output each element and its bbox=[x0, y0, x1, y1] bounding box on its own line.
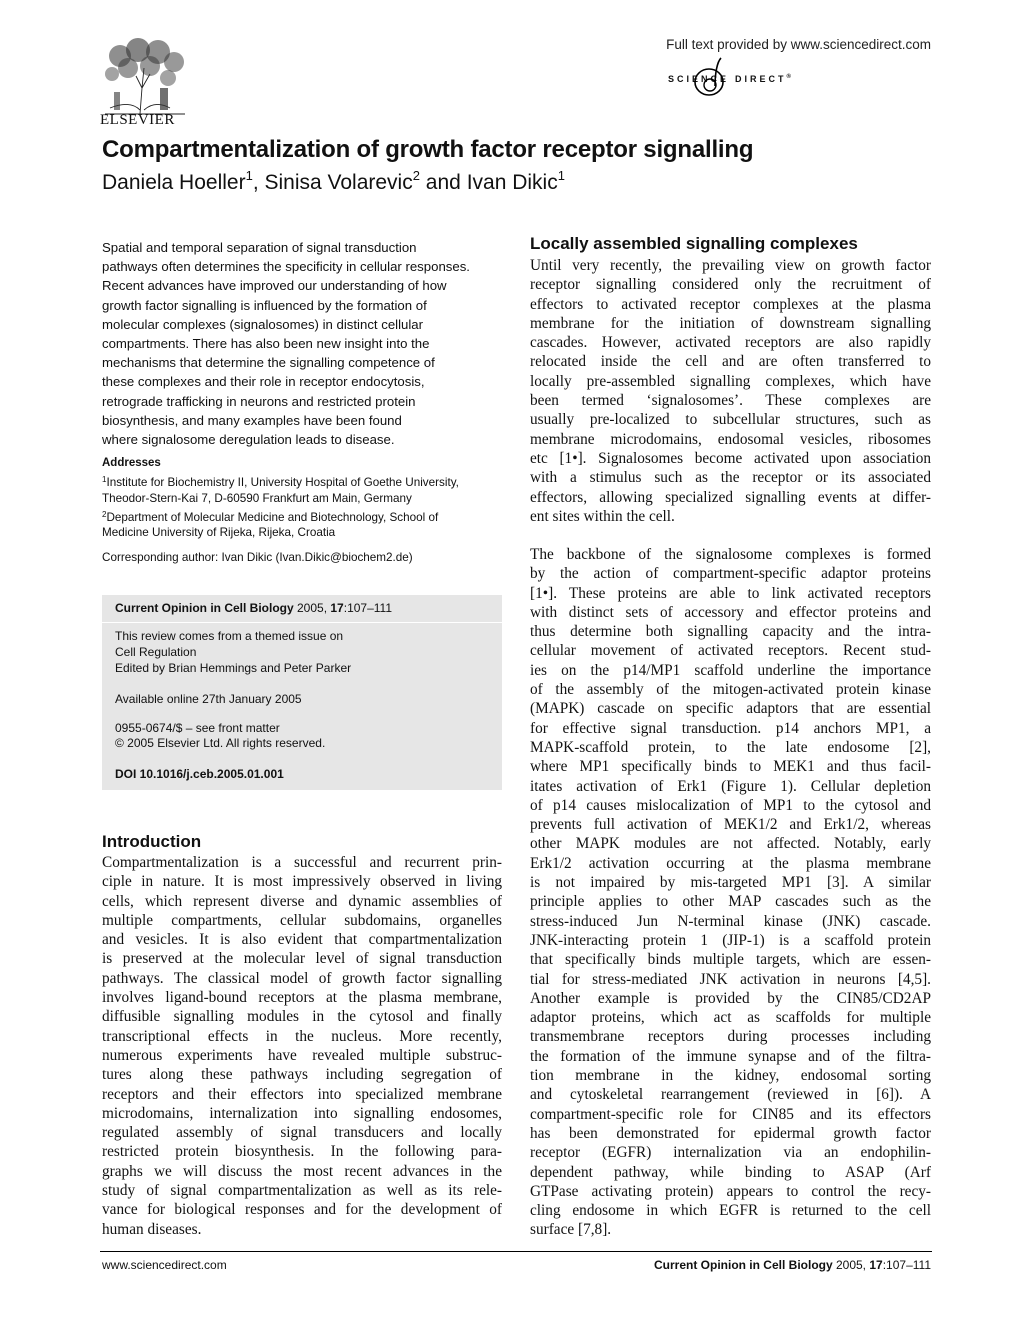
footer-year: 2005, bbox=[832, 1258, 870, 1272]
body-line: receptor (EGFR) internalization via an endophilin- bbox=[530, 1144, 931, 1162]
abstract-line: Recent advances have improved our understanding of how bbox=[102, 278, 447, 294]
journal-volume: 17 bbox=[330, 601, 344, 615]
body-line: pathways. The classical model of growth factor signalling bbox=[102, 969, 502, 987]
body-line: that specifically binds multiple targets, which are essen- bbox=[530, 951, 931, 969]
journal-name: Current Opinion in Cell Biology bbox=[115, 601, 294, 615]
issn: 0955-0674/$ – see front matter bbox=[115, 721, 280, 735]
journal-pages: :107–111 bbox=[343, 601, 393, 615]
corresponding-author[interactable]: Corresponding author: Ivan Dikic (Ivan.Dikic@biochem2.de) bbox=[102, 551, 413, 564]
body-line: transcriptional effects in the nucleus. More recently, bbox=[102, 1027, 502, 1045]
body-line: is not impaired by mis-targeted MP1 [3]. A similar bbox=[530, 874, 931, 892]
abstract-line: pathways often determines the specificity in cellular responses. bbox=[102, 259, 470, 275]
abstract-line: growth factor signalling is influenced by the formation of bbox=[102, 297, 427, 313]
body-line: where MP1 specifically binds to MEK1 and thus facil- bbox=[530, 758, 931, 776]
body-line: human diseases. bbox=[102, 1220, 202, 1238]
address-line bbox=[102, 491, 502, 507]
body-line: JNK-interacting protein 1 (JIP-1) is a scaffold protein bbox=[530, 931, 931, 949]
author-separator: and bbox=[419, 171, 467, 194]
theme-name: Cell Regulation bbox=[115, 645, 197, 659]
author-affiliation: 2 bbox=[412, 168, 420, 183]
body-line: The backbone of the signalosome complexes is formed bbox=[530, 546, 931, 563]
article-info-box bbox=[102, 595, 502, 790]
body-line: microdomains, internalization into signalling endosomes, bbox=[102, 1104, 502, 1122]
body-line: itates activation of Erk1 (Figure 1). Cellular depletion bbox=[530, 777, 931, 795]
section-heading-local-complexes: Locally assembled signalling complexes bbox=[530, 234, 858, 253]
body-line: membrane microdomains, endosomal vesicles, ribosomes bbox=[530, 430, 931, 448]
introduction-heading: Introduction bbox=[102, 832, 202, 851]
body-line: and vesicles. It is also evident that compartmentalization bbox=[102, 931, 502, 949]
full-text-provider[interactable]: Full text provided by www.sciencedirect.com bbox=[666, 37, 931, 52]
body-line: tures along these pathways including segregation of bbox=[102, 1066, 502, 1084]
body-line: with distinct sets of accessory and effector proteins and bbox=[530, 603, 931, 621]
author-affiliation: 1 bbox=[557, 168, 565, 183]
abstract-line: retrograde trafficking in neurons and restricted protein bbox=[102, 393, 416, 409]
abstract-line: Spatial and temporal separation of signal transduction bbox=[102, 240, 417, 255]
body-line: prevents full activation of MEK1/2 and Erk1/2, whereas bbox=[530, 816, 931, 834]
sciencedirect-logo[interactable] bbox=[617, 60, 877, 100]
article-title: Compartmentalization of growth factor receptor signalling bbox=[102, 136, 754, 163]
body-line: ies on the p14/MP1 scaffold underline the importance bbox=[530, 661, 931, 679]
body-line: tial for stress-mediated JNK activation in neurons [4,5]. bbox=[530, 970, 931, 988]
body-line: compartment-specific role for CIN85 and its effectors bbox=[530, 1105, 931, 1123]
address-text: Department of Molecular Medicine and Biotechnology, School of bbox=[106, 510, 439, 524]
address-text: Medicine University of Rijeka, Rijeka, Croatia bbox=[102, 526, 336, 540]
body-line: MAPK-scaffold protein, to the late endosome [2], bbox=[530, 738, 931, 756]
body-line: and cytoskeletal rearrangement (reviewed in [6]). A bbox=[530, 1086, 931, 1104]
footer-citation bbox=[654, 1258, 931, 1272]
body-line: graphs we will discuss the most recent advances in the bbox=[102, 1162, 502, 1180]
copyright: © 2005 Elsevier Ltd. All rights reserved. bbox=[115, 736, 326, 750]
author-name[interactable]: Ivan Dikic bbox=[466, 171, 558, 194]
body-line: locally pre-assembled signalling complexes, which have bbox=[530, 372, 931, 390]
local-paragraph-2 bbox=[530, 545, 931, 1240]
body-line: transmembrane receptors during processes including bbox=[530, 1028, 931, 1046]
theme-editors: Edited by Brian Hemmings and Peter Parker bbox=[115, 661, 352, 675]
body-line: dependent pathway, while binding to ASAP (Arf bbox=[530, 1163, 931, 1181]
body-line: etc [1•]. Signalosomes become activated upon association bbox=[530, 449, 931, 467]
footer-volume: 17 bbox=[869, 1258, 883, 1272]
address-line bbox=[102, 507, 502, 526]
infobox-divider bbox=[102, 622, 502, 623]
theme-intro: This review comes from a themed issue on bbox=[115, 629, 344, 643]
elsevier-wordmark: ELSEVIER bbox=[100, 112, 175, 128]
address-text: Institute for Biochemistry II, University Hospital of Goethe University, bbox=[106, 476, 459, 489]
body-line: cellular movement of activated receptors. Recent stud- bbox=[530, 642, 931, 660]
abstract-line: where signalosome deregulation leads to disease. bbox=[102, 432, 395, 448]
journal-year: 2005, bbox=[293, 601, 331, 615]
body-line: diffusible signalling modules in the cytosol and finally bbox=[102, 1008, 502, 1026]
author-name[interactable]: Sinisa Volarevic bbox=[264, 171, 413, 194]
body-line: ciple in nature. It is most impressively observed in living bbox=[102, 873, 502, 891]
body-line: effectors, allowing specialized signalling events at differ- bbox=[530, 488, 931, 506]
body-line: multiple compartments, cellular subdomains, organelles bbox=[102, 911, 502, 929]
body-line: been termed ‘signalosomes’. These complexes are bbox=[530, 392, 931, 410]
footer-divider bbox=[100, 1251, 932, 1252]
body-line: cells, which represent diverse and dynamic assemblies of bbox=[102, 892, 502, 910]
body-line: for effective signal transduction. p14 anchors MP1, a bbox=[530, 719, 931, 737]
address-sup: 1 bbox=[102, 475, 107, 484]
body-line: of p14 causes mislocalization of MP1 to the cytosol and bbox=[530, 796, 931, 814]
body-line: GTPase activating protein) appears to control the recy- bbox=[530, 1182, 931, 1200]
body-line: effectors to activated receptor complexes at the plasma bbox=[530, 295, 931, 313]
body-line: Another example is provided by the CIN85/CD2AP bbox=[530, 989, 931, 1007]
body-line: thus determine both signalling capacity and the intra- bbox=[530, 623, 931, 641]
body-line: receptor signalling considered only the recruitment of bbox=[530, 276, 931, 294]
abstract-line: molecular complexes (signalosomes) in distinct cellular bbox=[102, 316, 424, 332]
addresses-heading: Addresses bbox=[102, 457, 161, 469]
body-line: ent sites within the cell. bbox=[530, 507, 675, 525]
body-line: is preserved at the molecular level of signal transduction bbox=[102, 950, 502, 968]
body-line: membrane for the initiation of downstream signalling bbox=[530, 314, 931, 332]
body-line: surface [7,8]. bbox=[530, 1221, 612, 1239]
author-affiliation: 1 bbox=[245, 168, 253, 183]
body-line: with a stimulus such as the receptor or its associated bbox=[530, 469, 931, 487]
body-line: vance for biological responses and for the development of bbox=[102, 1201, 502, 1219]
author-separator: , bbox=[252, 171, 265, 194]
abstract bbox=[102, 238, 502, 449]
body-line: of the assembly of the mitogen-activated protein kinase bbox=[530, 681, 931, 699]
local-paragraph-1 bbox=[530, 256, 931, 526]
body-line: usually pre-localized to subcellular structures, such as bbox=[530, 411, 931, 429]
body-line: restricted protein biosynthesis. In the following para- bbox=[102, 1143, 502, 1161]
address-sup: 2 bbox=[102, 509, 107, 519]
body-line: cascades. However, activated receptors are also rapidly bbox=[530, 334, 931, 352]
introduction-body bbox=[102, 853, 502, 1239]
footer-url[interactable]: www.sciencedirect.com bbox=[102, 1258, 227, 1272]
body-line: regulated assembly of signal transducers and locally bbox=[102, 1124, 502, 1142]
body-line: cling endosome in which EGFR is returned to the cell bbox=[530, 1202, 931, 1220]
body-line: other MAPK modules are not affected. Notably, early bbox=[530, 835, 931, 853]
body-line: relocated inside the cell and are often transferred to bbox=[530, 353, 931, 371]
doi[interactable]: DOI 10.1016/j.ceb.2005.01.001 bbox=[115, 767, 284, 781]
body-line: (MAPK) cascade on specific adaptors that are essential bbox=[530, 700, 931, 718]
address-text: Theodor-Stern-Kai 7, D-60590 Frankfurt am Main, Germany bbox=[102, 491, 412, 505]
abstract-line: these complexes and their role in receptor endocytosis, bbox=[102, 374, 425, 390]
body-line: by the action of compartment-specific adaptor proteins bbox=[530, 565, 931, 583]
sciencedirect-d-icon bbox=[691, 56, 731, 100]
body-line: [1•]. These proteins are able to link activated receptors bbox=[530, 584, 931, 602]
abstract-line: mechanisms that determine the signalling competence of bbox=[102, 355, 435, 371]
body-line: Until very recently, the prevailing view on growth factor bbox=[530, 257, 931, 274]
body-line: has been demonstrated for epidermal growth factor bbox=[530, 1124, 931, 1142]
address-line bbox=[102, 472, 502, 491]
author-list bbox=[102, 168, 565, 195]
body-line: tion membrane in the kidney, endosomal sorting bbox=[530, 1067, 931, 1085]
body-line: study of signal compartmentalization as well as its rele- bbox=[102, 1182, 502, 1200]
addresses bbox=[102, 472, 502, 541]
footer-journal: Current Opinion in Cell Biology bbox=[653, 1258, 833, 1272]
available-online: Available online 27th January 2005 bbox=[115, 692, 302, 706]
sd-logo-direct: DIRECT® bbox=[735, 74, 794, 84]
body-line: Compartmentalization is a successful and recurrent prin- bbox=[102, 854, 502, 871]
author-name[interactable]: Daniela Hoeller bbox=[102, 171, 246, 194]
footer-pages: :107–111 bbox=[882, 1258, 931, 1272]
sd-logo-science: SCIENCE bbox=[667, 74, 729, 84]
journal-citation bbox=[115, 601, 392, 615]
body-line: numerous experiments have revealed multiple substruc- bbox=[102, 1046, 502, 1064]
body-line: Erk1/2 activation occurring at the plasma membrane bbox=[530, 854, 931, 872]
abstract-line: biosynthesis, and many examples have been found bbox=[102, 412, 402, 428]
body-line: receptors and their effectors into specialized membrane bbox=[102, 1085, 502, 1103]
body-line: principle applies to other MAP cascades such as the bbox=[530, 893, 931, 911]
body-line: adaptor proteins, which act as scaffolds for multiple bbox=[530, 1009, 931, 1027]
body-line: stress-induced Jun N-terminal kinase (JNK) cascade. bbox=[530, 912, 931, 930]
body-line: involves ligand-bound receptors at the plasma membrane, bbox=[102, 989, 502, 1007]
body-line: the formation of the immune synapse and of the filtra- bbox=[530, 1047, 931, 1065]
address-line bbox=[102, 525, 502, 541]
abstract-line: compartments. There has also been new insight into the bbox=[102, 336, 430, 352]
